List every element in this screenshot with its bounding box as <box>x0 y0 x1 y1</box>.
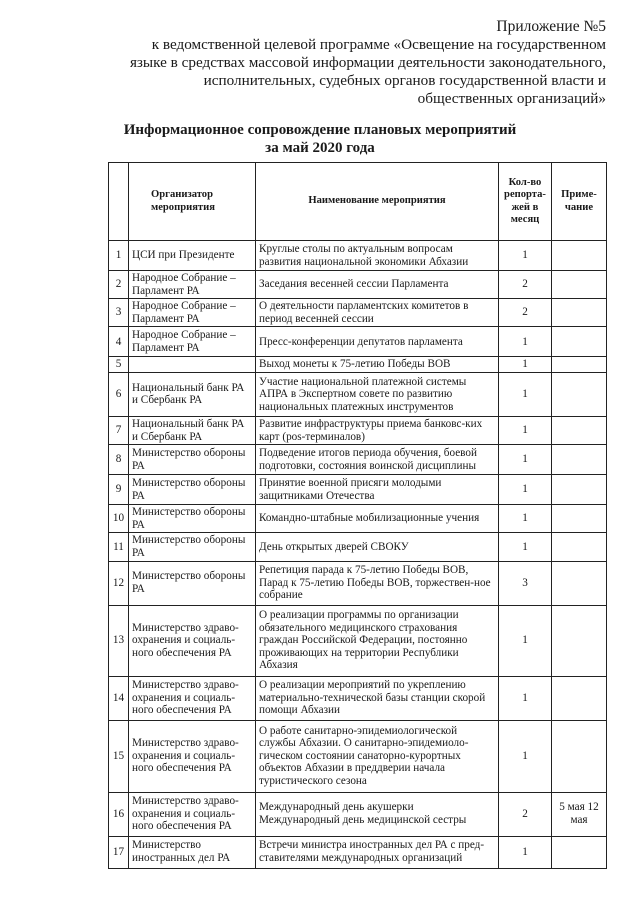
row-count: 1 <box>499 475 552 505</box>
row-event: Репетиция парада к 75-летию Победы ВОВ, Парад к 75-летию Победы ВОВ, торжествен-ное собрание <box>256 561 499 605</box>
table-row <box>109 561 607 605</box>
column-header-number <box>109 163 129 241</box>
row-number: 15 <box>109 720 129 792</box>
row-event: Встречи министра иностранных дел РА с пред-ставителями международных организаций <box>256 836 499 868</box>
row-event: Пресс-конференции депутатов парламента <box>256 327 499 357</box>
row-number: 11 <box>109 533 129 561</box>
table-row <box>109 792 607 836</box>
row-note <box>552 533 607 561</box>
row-note <box>552 416 607 444</box>
appendix-header <box>86 18 606 108</box>
row-event: О деятельности парламентских комитетов в период весенней сессии <box>256 299 499 327</box>
row-organizer: Народное Собрание – Парламент РА <box>129 271 256 299</box>
row-organizer: Министерство здраво-охранения и социаль-ного обеспечения РА <box>129 676 256 720</box>
appendix-caption-line-3: исполнительных, судебных органов государственной власти и <box>203 72 606 89</box>
row-count: 2 <box>499 299 552 327</box>
row-note <box>552 299 607 327</box>
appendix-caption-line-2: языке в средствах массовой информации деятельности законодательного, <box>129 54 606 71</box>
row-note <box>552 271 607 299</box>
row-event: О реализации мероприятий по укреплению материально-технической базы станции скорой помощи Абхазии <box>256 676 499 720</box>
events-table-body <box>109 241 607 869</box>
row-organizer: Министерство обороны РА <box>129 505 256 533</box>
row-number: 8 <box>109 445 129 475</box>
row-number: 13 <box>109 605 129 676</box>
table-row <box>109 676 607 720</box>
row-event: О работе санитарно-эпидемиологической службы Абхазии. О санитарно-эпидемиоло-гическом состоянии санаторно-курортных объектов Абхазии в преддверии начала туристического сезона <box>256 720 499 792</box>
row-organizer: Министерство обороны РА <box>129 533 256 561</box>
row-event: Круглые столы по актуальным вопросам развития национальной экономики Абхазии <box>256 241 499 271</box>
table-row <box>109 836 607 868</box>
table-header-row <box>109 163 607 241</box>
row-note <box>552 836 607 868</box>
table-row <box>109 241 607 271</box>
row-number: 5 <box>109 357 129 373</box>
row-number: 14 <box>109 676 129 720</box>
row-count: 1 <box>499 241 552 271</box>
row-note <box>552 445 607 475</box>
table-row <box>109 327 607 357</box>
column-header-event: Наименование мероприятия <box>256 163 499 241</box>
row-note <box>552 676 607 720</box>
row-count: 1 <box>499 327 552 357</box>
row-organizer <box>129 357 256 373</box>
row-count: 1 <box>499 357 552 373</box>
table-row <box>109 605 607 676</box>
row-organizer: Министерство обороны РА <box>129 445 256 475</box>
row-count: 3 <box>499 561 552 605</box>
row-number: 3 <box>109 299 129 327</box>
row-note <box>552 561 607 605</box>
row-count: 1 <box>499 445 552 475</box>
row-note: 5 мая 12 мая <box>552 792 607 836</box>
table-row <box>109 416 607 444</box>
row-note <box>552 372 607 416</box>
row-organizer: Народное Собрание – Парламент РА <box>129 299 256 327</box>
table-row <box>109 445 607 475</box>
row-note <box>552 241 607 271</box>
row-number: 16 <box>109 792 129 836</box>
row-note <box>552 357 607 373</box>
row-organizer: Национальный банк РА и Сбербанк РА <box>129 372 256 416</box>
table-row <box>109 533 607 561</box>
row-organizer: Министерство обороны РА <box>129 475 256 505</box>
document-title <box>0 121 640 157</box>
row-count: 1 <box>499 533 552 561</box>
row-organizer: ЦСИ при Президенте <box>129 241 256 271</box>
table-row <box>109 505 607 533</box>
row-organizer: Министерство обороны РА <box>129 561 256 605</box>
document-title-line-1: Информационное сопровождение плановых мероприятий <box>123 122 517 138</box>
row-event: Заседания весенней сессии Парламента <box>256 271 499 299</box>
row-organizer: Министерство иностранных дел РА <box>129 836 256 868</box>
row-count: 2 <box>499 271 552 299</box>
row-number: 1 <box>109 241 129 271</box>
row-number: 7 <box>109 416 129 444</box>
row-note <box>552 605 607 676</box>
row-note <box>552 505 607 533</box>
row-count: 1 <box>499 372 552 416</box>
events-table <box>108 162 607 869</box>
table-row <box>109 475 607 505</box>
row-event: Командно-штабные мобилизационные учения <box>256 505 499 533</box>
row-event: Развитие инфраструктуры приема банковс-ких карт (pos-терминалов) <box>256 416 499 444</box>
row-organizer: Министерство здраво-охранения и социаль-ного обеспечения РА <box>129 605 256 676</box>
table-row <box>109 372 607 416</box>
table-row <box>109 271 607 299</box>
row-count: 1 <box>499 416 552 444</box>
row-organizer: Национальный банк РА и Сбербанк РА <box>129 416 256 444</box>
row-number: 2 <box>109 271 129 299</box>
row-number: 9 <box>109 475 129 505</box>
row-organizer: Министерство здраво-охранения и социаль-ного обеспечения РА <box>129 792 256 836</box>
row-event: Выход монеты к 75-летию Победы ВОВ <box>256 357 499 373</box>
row-count: 1 <box>499 836 552 868</box>
row-count: 1 <box>499 676 552 720</box>
row-event: Принятие военной присяги молодыми защитниками Отечества <box>256 475 499 505</box>
document-title-line-2: за май 2020 года <box>265 140 375 156</box>
row-count: 1 <box>499 505 552 533</box>
row-event: О реализации программы по организации обязательного медицинского страхования граждан Российской Федерации, постоянно проживающих на территории Республики Абхазия <box>256 605 499 676</box>
row-number: 12 <box>109 561 129 605</box>
row-note <box>552 475 607 505</box>
table-row <box>109 720 607 792</box>
row-event: Подведение итогов периода обучения, боевой подготовки, состояния воинской дисциплины <box>256 445 499 475</box>
column-header-note: Приме-чание <box>552 163 607 241</box>
row-count: 2 <box>499 792 552 836</box>
appendix-number: Приложение №5 <box>496 18 606 35</box>
row-event: День открытых дверей СВОКУ <box>256 533 499 561</box>
row-number: 4 <box>109 327 129 357</box>
row-count: 1 <box>499 720 552 792</box>
table-row <box>109 299 607 327</box>
row-organizer: Министерство здраво-охранения и социаль-ного обеспечения РА <box>129 720 256 792</box>
row-note <box>552 720 607 792</box>
appendix-caption-line-4: общественных организаций» <box>417 90 606 107</box>
row-count: 1 <box>499 605 552 676</box>
column-header-count: Кол-во репорта-жей в месяц <box>499 163 552 241</box>
row-number: 17 <box>109 836 129 868</box>
table-row <box>109 357 607 373</box>
appendix-caption-line-1: к ведомственной целевой программе «Освещение на государственном <box>151 36 606 53</box>
column-header-organizer: Организатор мероприятия <box>129 163 256 241</box>
row-number: 6 <box>109 372 129 416</box>
row-organizer: Народное Собрание – Парламент РА <box>129 327 256 357</box>
row-event: Международный день акушерки Международный день медицинской сестры <box>256 792 499 836</box>
row-number: 10 <box>109 505 129 533</box>
row-note <box>552 327 607 357</box>
row-event: Участие национальной платежной системы АПРА в Экспертном совете по развитию национальных платежных инструментов <box>256 372 499 416</box>
